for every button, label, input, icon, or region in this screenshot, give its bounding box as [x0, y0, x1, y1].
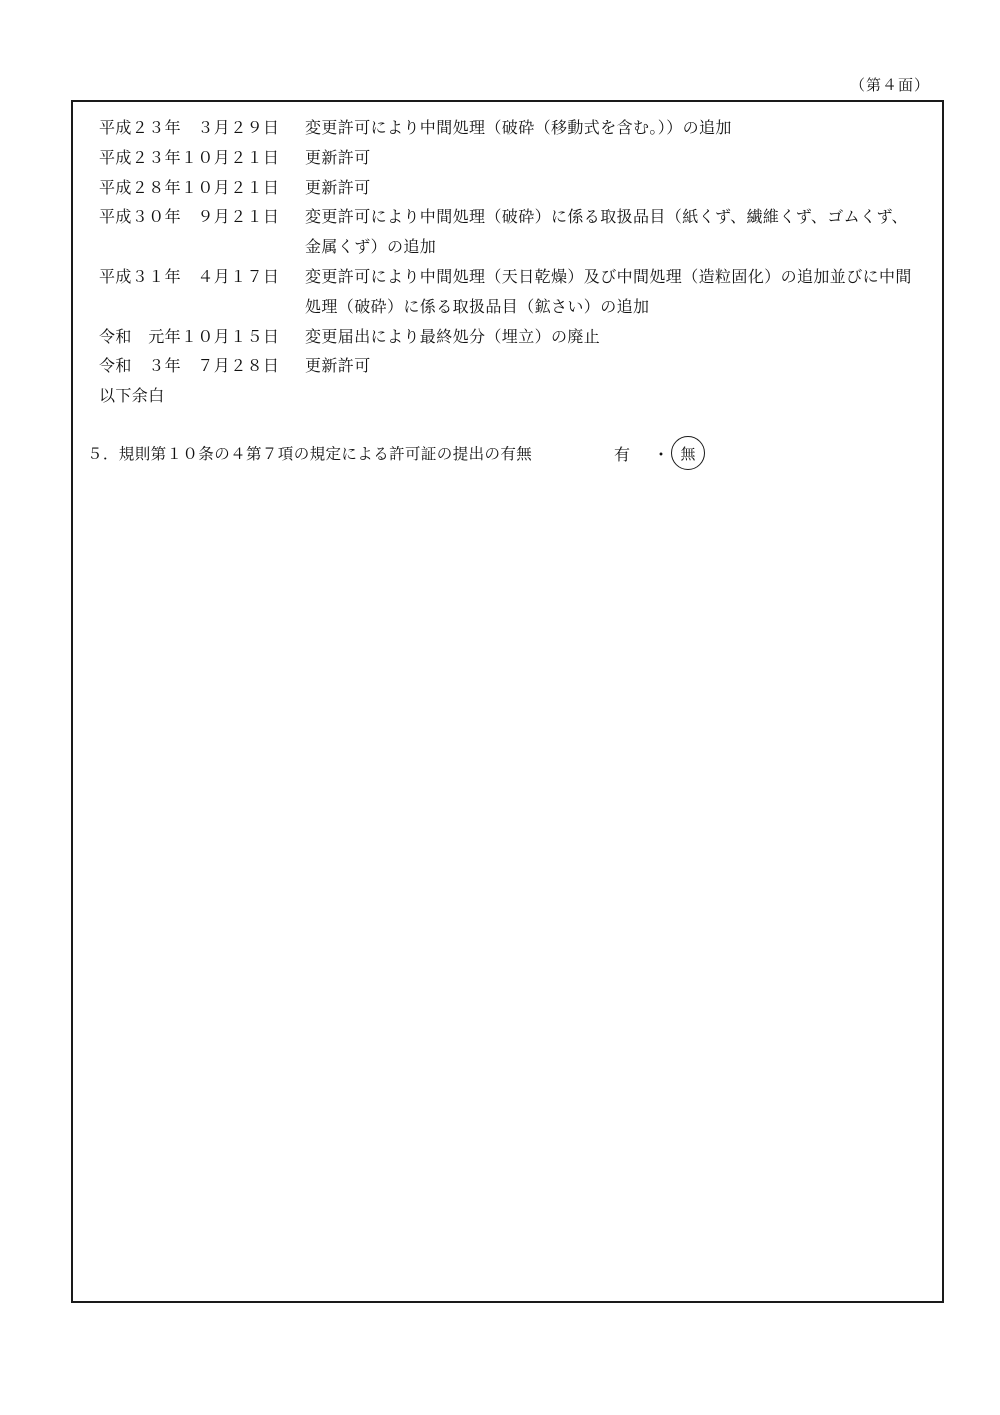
history-description-line: 変更許可により中間処理（天日乾燥）及び中間処理（造粒固化）の追加並びに中間: [305, 266, 912, 286]
remaining-blank-note: 以下余白: [99, 386, 165, 406]
section-5-permit-submission: [87, 438, 696, 468]
history-entry: [99, 262, 959, 322]
history-description-line: 金属くず）の追加: [305, 237, 437, 257]
history-entry: [99, 113, 959, 143]
history-description: [305, 262, 959, 322]
history-entry: [99, 351, 959, 381]
history-entry: [99, 173, 959, 203]
permit-history-list: [99, 113, 959, 411]
history-date: 令和 ３年 ７月２８日: [99, 356, 280, 376]
history-date: 平成２８年１０月２１日: [99, 177, 280, 197]
history-description-line: 変更届出により最終処分（埋立）の廃止: [305, 326, 601, 346]
page-number: （第４面）: [849, 76, 930, 94]
history-date: 平成３１年 ４月１７日: [99, 266, 280, 286]
history-description: [305, 202, 959, 262]
history-entry: [99, 143, 959, 173]
history-description-line: 変更許可により中間処理（破砕）に係る取扱品目（紙くず、繊維くず、ゴムくず、: [305, 207, 908, 227]
history-entry: [99, 322, 959, 352]
option-separator: ・: [653, 444, 670, 464]
history-date: 平成３０年 ９月２１日: [99, 207, 280, 227]
history-date: 平成２３年１０月２１日: [99, 147, 280, 167]
history-description-line: 更新許可: [305, 177, 371, 197]
history-entry: [99, 202, 959, 262]
history-description: [305, 173, 959, 203]
history-description-line: 更新許可: [305, 356, 371, 376]
history-description: [305, 351, 959, 381]
section-5-label: ５．規則第１０条の４第７項の規定による許可証の提出の有無: [87, 445, 533, 463]
history-description-line: 更新許可: [305, 147, 371, 167]
history-date: 平成２３年 ３月２９日: [99, 118, 280, 137]
history-description: [305, 143, 959, 173]
option-yes: 有: [614, 444, 631, 464]
history-description: [305, 322, 959, 352]
history-description-line: 処理（破砕）に係る取扱品目（鉱さい）の追加: [305, 296, 650, 316]
option-no-circled: 無: [671, 436, 705, 470]
history-description-line: 変更許可により中間処理（破砕（移動式を含む。））の追加: [305, 118, 732, 137]
history-description: [305, 113, 959, 143]
history-date: 令和 元年１０月１５日: [99, 326, 280, 346]
